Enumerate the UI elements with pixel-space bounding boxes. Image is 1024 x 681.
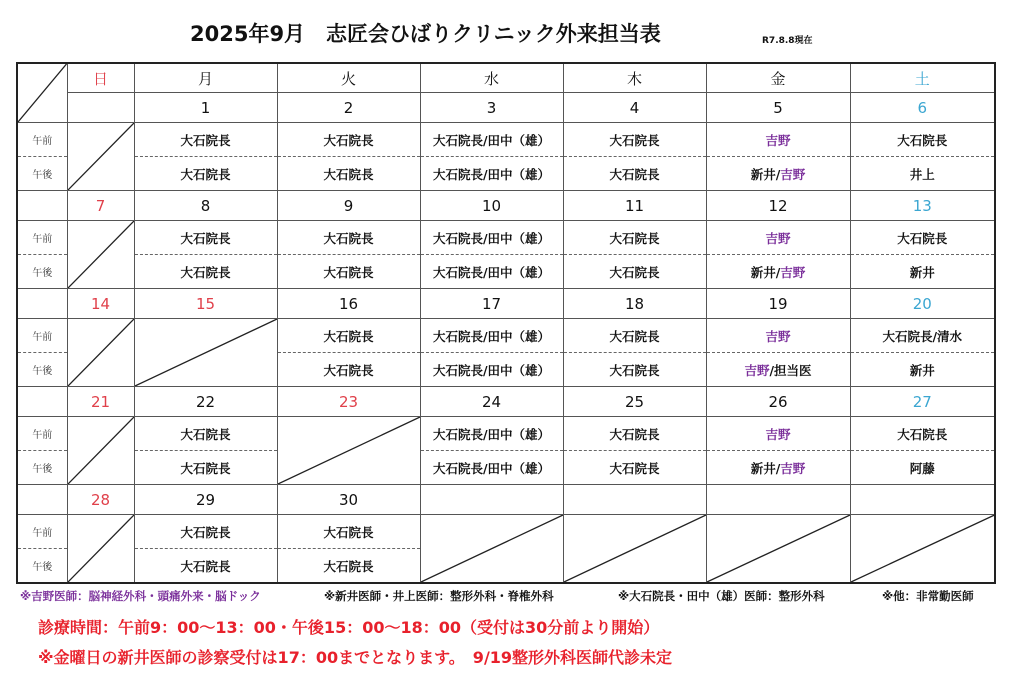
doctor-cell: 大石院長 <box>277 353 420 387</box>
closed-cell <box>706 515 850 584</box>
date-cell: 19 <box>706 289 850 319</box>
label-spacer <box>17 191 67 221</box>
doctor-cell: 大石院長 <box>134 417 277 451</box>
date-cell <box>563 485 706 515</box>
date-cell: 14 <box>67 289 134 319</box>
doctor-cell: 大石院長 <box>134 255 277 289</box>
doctor-cell: 大石院長/田中（雄） <box>420 451 563 485</box>
as-of-date: R7.8.8現在 <box>762 36 813 46</box>
date-cell: 24 <box>420 387 563 417</box>
doctor-cell: 大石院長/田中（雄） <box>420 353 563 387</box>
doctor-name: 新井/ <box>750 460 781 476</box>
doctor-cell: 新井 <box>850 353 995 387</box>
date-cell: 3 <box>420 93 563 123</box>
doctor-cell: 吉野 <box>706 417 850 451</box>
sunday-closed <box>67 221 134 289</box>
corner-cell <box>17 63 67 123</box>
date-cell: 8 <box>134 191 277 221</box>
date-cell <box>850 485 995 515</box>
date-cell: 23 <box>277 387 420 417</box>
weekday-header: 火 <box>277 63 420 93</box>
date-cell: 4 <box>563 93 706 123</box>
doctor-cell: 大石院長/田中（雄） <box>420 123 563 157</box>
closed-cell <box>850 515 995 584</box>
weekday-header: 月 <box>134 63 277 93</box>
doctor-cell: 大石院長 <box>277 255 420 289</box>
date-cell: 15 <box>134 289 277 319</box>
date-cell <box>420 485 563 515</box>
date-cell: 28 <box>67 485 134 515</box>
doctor-cell: 大石院長 <box>277 157 420 191</box>
date-cell: 25 <box>563 387 706 417</box>
sunday-closed <box>67 319 134 387</box>
doctor-cell: 大石院長 <box>563 417 706 451</box>
closed-cell <box>134 319 277 387</box>
date-cell: 26 <box>706 387 850 417</box>
period-label-pm: 午後 <box>17 451 67 485</box>
page-title: 2025年9月 志匠会ひばりクリニック外来担当表 <box>190 22 661 46</box>
date-cell <box>706 485 850 515</box>
weekday-header: 木 <box>563 63 706 93</box>
doctor-cell: 大石院長/田中（雄） <box>420 417 563 451</box>
doctor-cell: 大石院長 <box>563 319 706 353</box>
doctor-name: 吉野 <box>744 362 770 378</box>
doctor-cell: 大石院長 <box>134 157 277 191</box>
sunday-closed <box>67 123 134 191</box>
date-cell: 13 <box>850 191 995 221</box>
doctor-name: 吉野 <box>780 460 806 476</box>
weekday-header: 土 <box>850 63 995 93</box>
date-cell: 18 <box>563 289 706 319</box>
doctor-cell <box>706 157 850 191</box>
doctor-cell: 大石院長/田中（雄） <box>420 319 563 353</box>
doctor-cell: 大石院長/清水 <box>850 319 995 353</box>
label-spacer <box>17 387 67 417</box>
weekday-header: 金 <box>706 63 850 93</box>
label-spacer <box>17 485 67 515</box>
doctor-cell <box>706 255 850 289</box>
doctor-cell: 大石院長 <box>850 123 995 157</box>
hours-note: 診療時間：午前9：00～13：00・午後15：00～18：00（受付は30分前より開始） <box>38 618 660 637</box>
period-label-am: 午前 <box>17 515 67 549</box>
doctor-cell: 大石院長 <box>563 353 706 387</box>
date-cell: 17 <box>420 289 563 319</box>
date-cell: 1 <box>134 93 277 123</box>
date-cell: 11 <box>563 191 706 221</box>
doctor-cell: 大石院長 <box>134 549 277 584</box>
period-label-am: 午前 <box>17 221 67 255</box>
date-cell: 16 <box>277 289 420 319</box>
doctor-cell: 吉野 <box>706 319 850 353</box>
doctor-name: 新井/ <box>750 264 781 280</box>
date-cell: 20 <box>850 289 995 319</box>
date-cell: 30 <box>277 485 420 515</box>
doctor-cell: 大石院長 <box>850 417 995 451</box>
doctor-cell: 吉野 <box>706 123 850 157</box>
sunday-closed <box>67 417 134 485</box>
closed-cell <box>563 515 706 584</box>
doctor-cell: 大石院長 <box>277 319 420 353</box>
doctor-cell: 大石院長 <box>134 123 277 157</box>
weekday-header: 水 <box>420 63 563 93</box>
date-cell: 21 <box>67 387 134 417</box>
doctor-cell: 大石院長 <box>563 157 706 191</box>
period-label-pm: 午後 <box>17 353 67 387</box>
friday-note: ※金曜日の新井医師の診察受付は17：00までとなります。 9/19整形外科医師代診未定 <box>38 648 673 667</box>
doctor-cell: 大石院長 <box>134 451 277 485</box>
doctor-cell: 新井 <box>850 255 995 289</box>
period-label-am: 午前 <box>17 123 67 157</box>
doctor-cell <box>706 451 850 485</box>
doctor-cell: 大石院長 <box>277 221 420 255</box>
doctor-cell: 大石院長 <box>563 221 706 255</box>
doctor-cell: 井上 <box>850 157 995 191</box>
date-cell: 7 <box>67 191 134 221</box>
doctor-name: 吉野 <box>780 264 806 280</box>
period-label-pm: 午後 <box>17 157 67 191</box>
date-cell: 22 <box>134 387 277 417</box>
doctor-name: /担当医 <box>769 362 812 378</box>
period-label-pm: 午後 <box>17 255 67 289</box>
legend-arai-inoue: ※新井医師・井上医師：整形外科・脊椎外科 <box>324 589 554 603</box>
date-cell <box>67 93 134 123</box>
doctor-cell <box>706 353 850 387</box>
schedule-table <box>16 62 996 584</box>
doctor-cell: 大石院長 <box>850 221 995 255</box>
doctor-cell: 大石院長 <box>134 515 277 549</box>
date-cell: 6 <box>850 93 995 123</box>
date-cell: 29 <box>134 485 277 515</box>
doctor-cell: 大石院長 <box>277 549 420 584</box>
doctor-cell: 阿藤 <box>850 451 995 485</box>
closed-cell <box>420 515 563 584</box>
date-cell: 2 <box>277 93 420 123</box>
doctor-cell: 吉野 <box>706 221 850 255</box>
doctor-cell: 大石院長 <box>134 221 277 255</box>
date-cell: 27 <box>850 387 995 417</box>
period-label-pm: 午後 <box>17 549 67 584</box>
period-label-am: 午前 <box>17 417 67 451</box>
doctor-cell: 大石院長/田中（雄） <box>420 221 563 255</box>
doctor-cell: 大石院長 <box>277 515 420 549</box>
period-label-am: 午前 <box>17 319 67 353</box>
weekday-header: 日 <box>67 63 134 93</box>
date-cell: 5 <box>706 93 850 123</box>
legend-others: ※他：非常勤医師 <box>882 589 974 603</box>
legend-yoshino: ※吉野医師：脳神経外科・頭痛外来・脳ドック <box>20 589 261 603</box>
doctor-cell: 大石院長 <box>563 123 706 157</box>
doctor-name: 新井/ <box>750 166 781 182</box>
doctor-cell: 大石院長/田中（雄） <box>420 255 563 289</box>
sunday-closed <box>67 515 134 584</box>
label-spacer <box>17 289 67 319</box>
doctor-cell: 大石院長 <box>563 451 706 485</box>
closed-cell <box>277 417 420 485</box>
date-cell: 10 <box>420 191 563 221</box>
doctor-cell: 大石院長/田中（雄） <box>420 157 563 191</box>
doctor-cell: 大石院長 <box>563 255 706 289</box>
date-cell: 12 <box>706 191 850 221</box>
doctor-name: 吉野 <box>780 166 806 182</box>
doctor-cell: 大石院長 <box>277 123 420 157</box>
legend-oishi-tanaka: ※大石院長・田中（雄）医師：整形外科 <box>618 589 825 603</box>
date-cell: 9 <box>277 191 420 221</box>
